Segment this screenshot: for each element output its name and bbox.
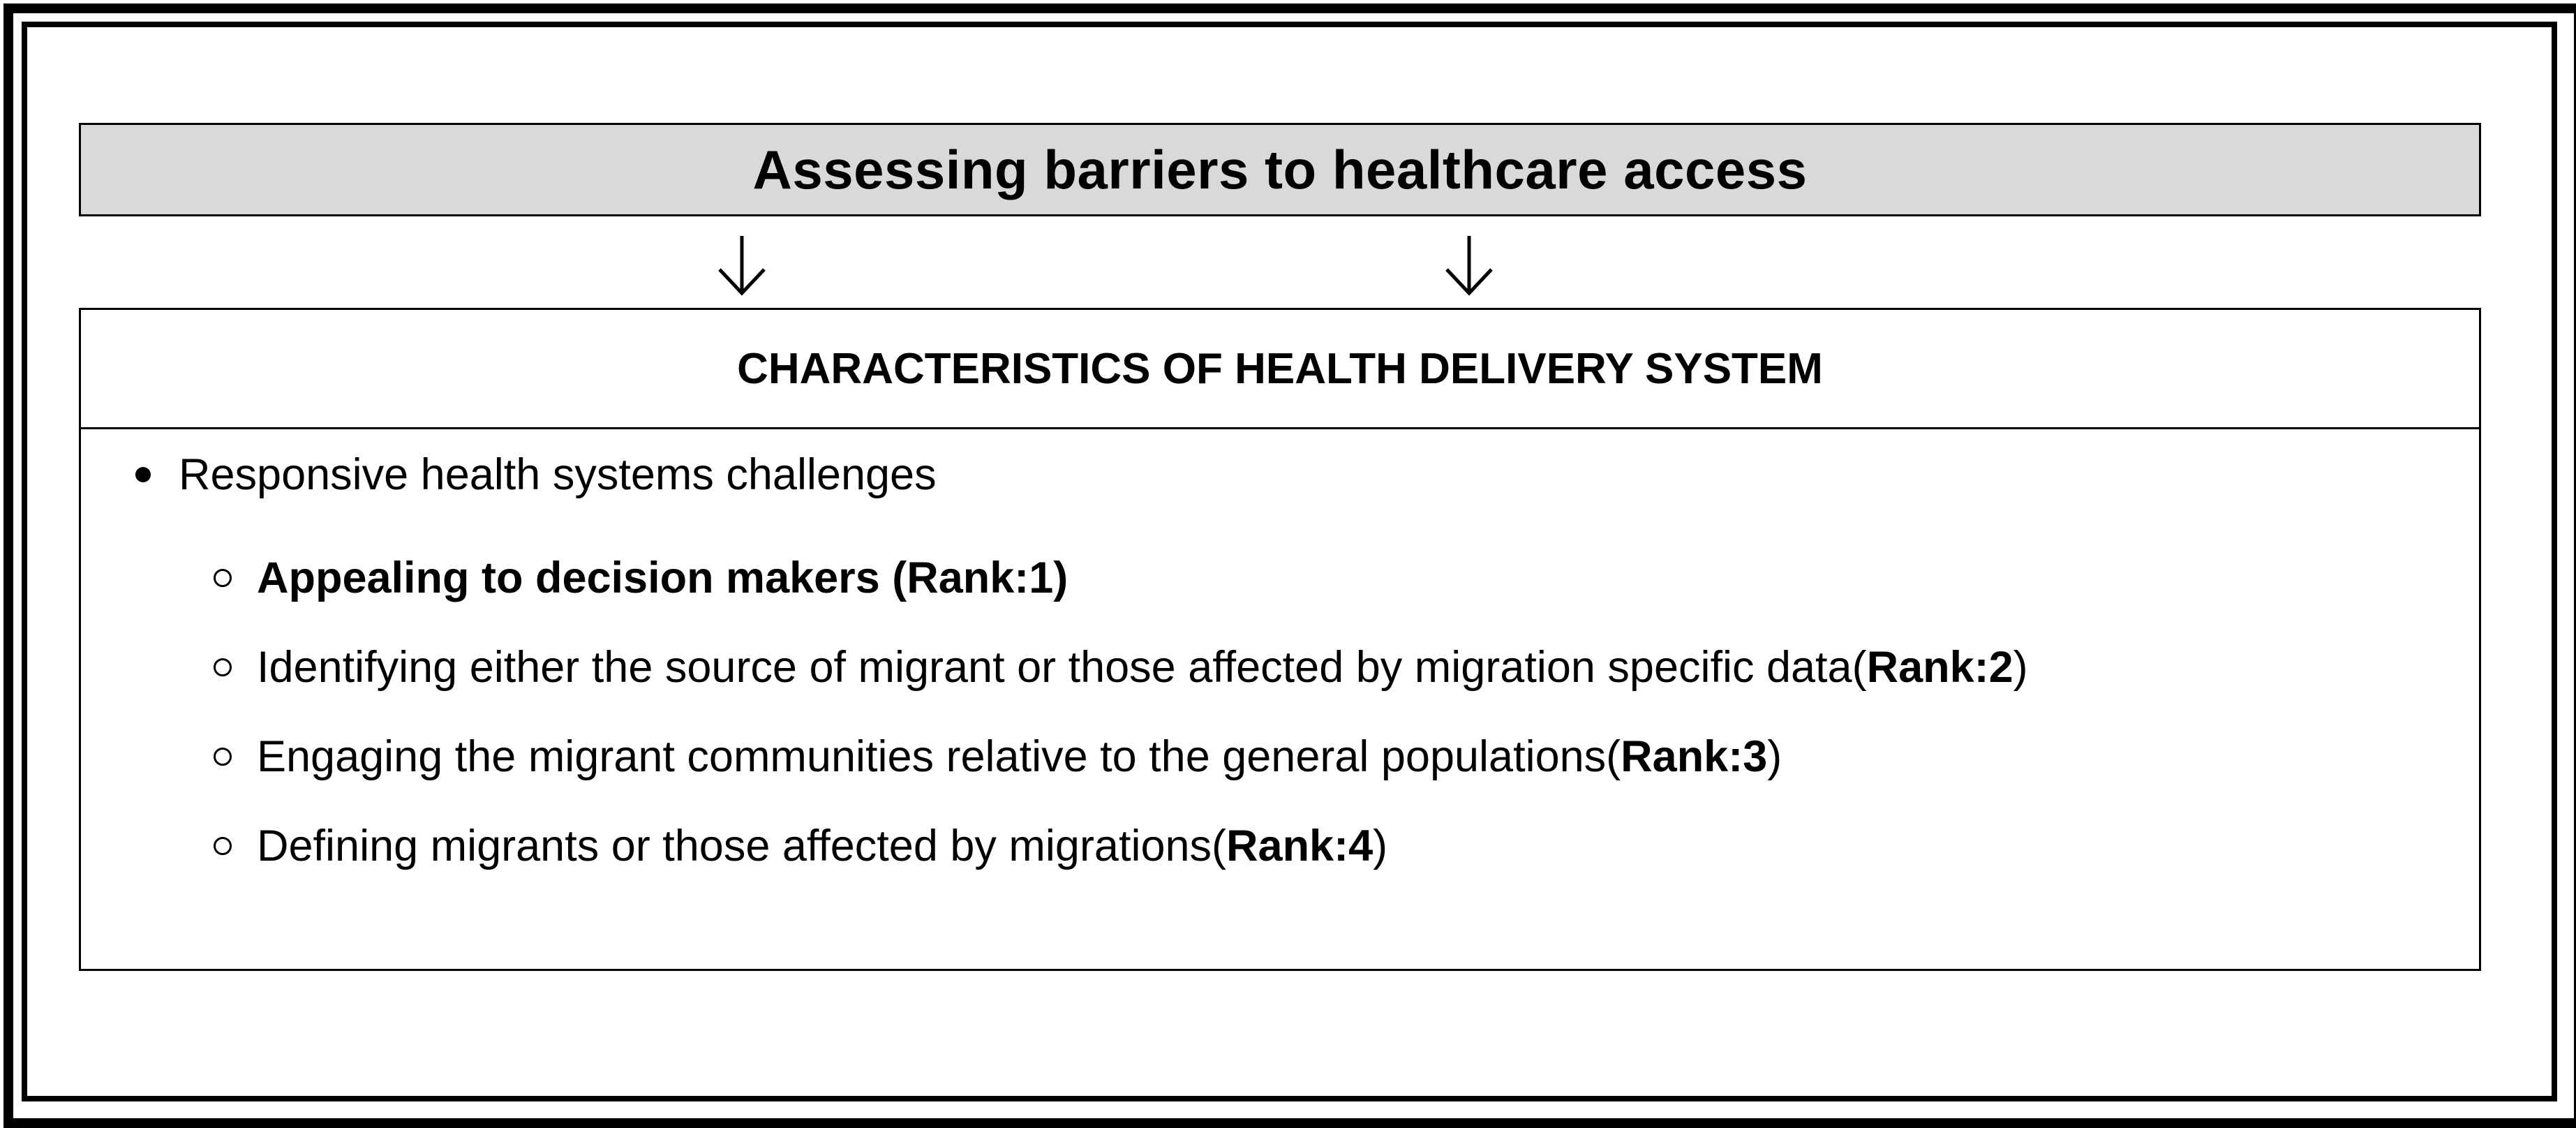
list-item xyxy=(135,450,937,500)
down-arrow-icon xyxy=(714,233,770,297)
item-text: Appealing to decision makers (Rank:1) xyxy=(257,554,1069,602)
sub-list xyxy=(214,533,2028,891)
bullet-icon xyxy=(135,467,151,482)
rank-label: Rank:3 xyxy=(1621,732,1768,781)
rank-label: Rank:2 xyxy=(1866,643,2013,692)
paren-open: ( xyxy=(1606,732,1621,781)
title-box xyxy=(79,123,2481,216)
paren-close: ) xyxy=(1767,732,1782,781)
circle-bullet-icon xyxy=(214,569,232,587)
section-header xyxy=(81,310,2479,429)
item-text: Defining migrants or those affected by migrations xyxy=(257,822,1212,870)
section-header-text: CHARACTERISTICS OF HEALTH DELIVERY SYSTEM xyxy=(737,344,1823,393)
paren-close: ) xyxy=(2013,643,2028,692)
circle-bullet-icon xyxy=(214,837,232,855)
bullet-text: Responsive health systems challenges xyxy=(179,450,937,499)
item-text: Identifying either the source of migrant or those affected by migration specific data xyxy=(257,643,1852,692)
sub-list-item xyxy=(214,712,2028,801)
circle-bullet-icon xyxy=(214,748,232,766)
diagram-title: Assessing barriers to healthcare access xyxy=(752,138,1808,200)
down-arrow-icon xyxy=(1441,233,1497,297)
sub-list-item xyxy=(214,623,2028,712)
item-text: Engaging the migrant communities relative to the general populations xyxy=(257,732,1607,781)
paren-open: ( xyxy=(1852,643,1867,692)
paren-close: ) xyxy=(1373,822,1388,870)
sub-list-item xyxy=(214,533,2028,623)
rank-label: Rank:4 xyxy=(1226,822,1373,870)
circle-bullet-icon xyxy=(214,658,232,676)
paren-open: ( xyxy=(1212,822,1227,870)
sub-list-item xyxy=(214,801,2028,891)
content-box xyxy=(79,308,2481,971)
